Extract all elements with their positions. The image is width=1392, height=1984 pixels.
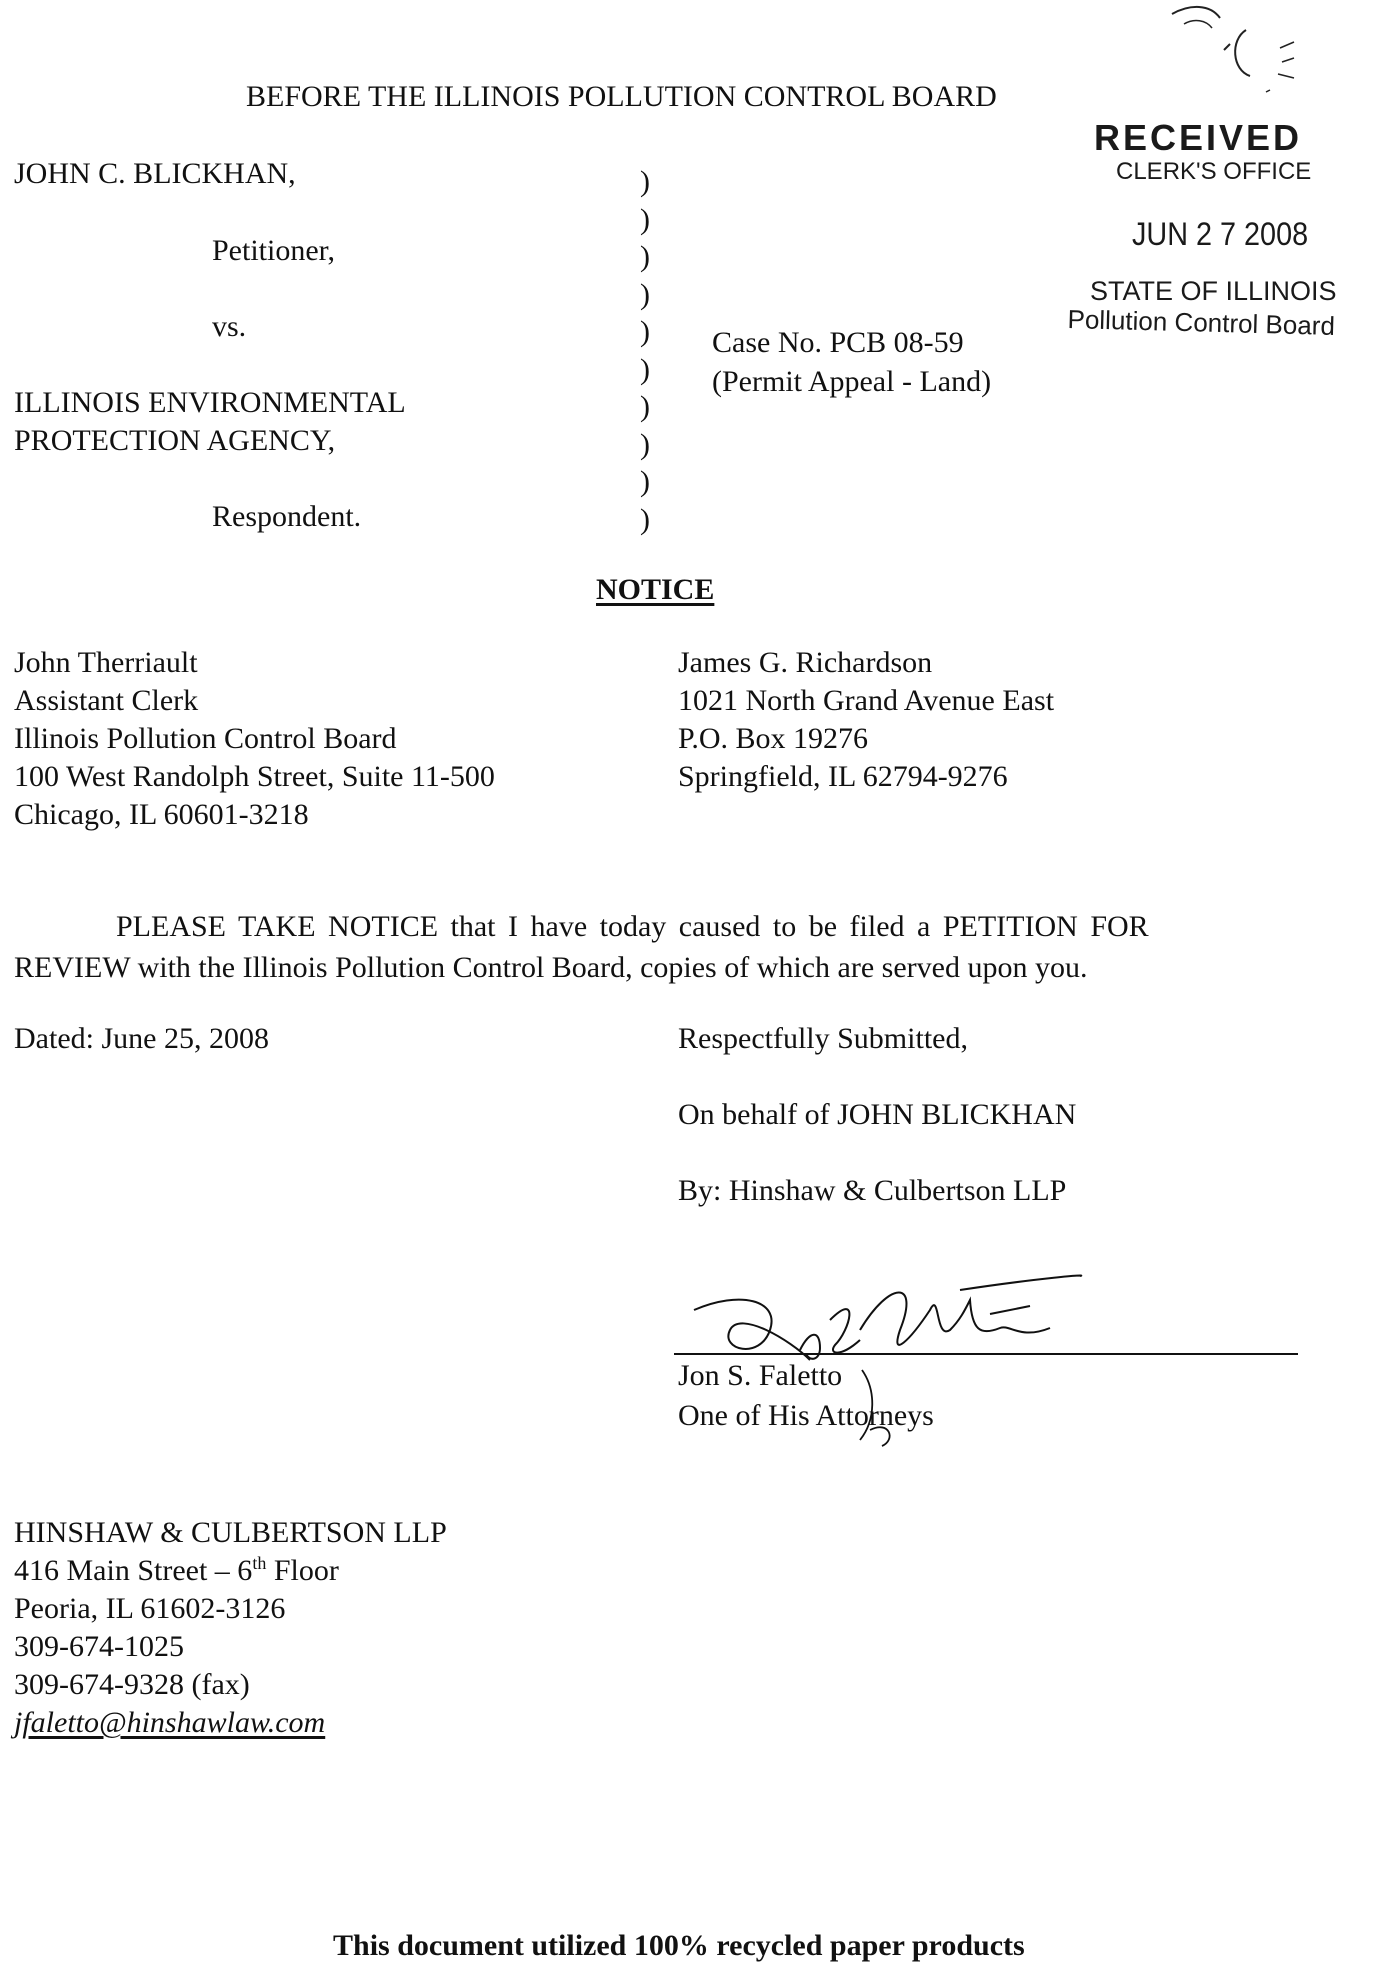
paren: ) xyxy=(640,240,650,273)
addressee-line: John Therriault xyxy=(14,646,198,679)
paren: ) xyxy=(640,315,650,348)
respondent-role: Respondent. xyxy=(212,500,362,533)
addressee-right xyxy=(678,644,1054,796)
firm-email-link[interactable]: jfaletto@hinshawlaw.com xyxy=(14,1706,326,1739)
petitioner-name: JOHN C. BLICKHAN, xyxy=(14,157,296,190)
firm-city: Peoria, IL 61602-3126 xyxy=(14,1592,286,1625)
paren: ) xyxy=(640,277,650,311)
firm-address-floor: Floor xyxy=(266,1554,339,1587)
addressee-line: Chicago, IL 60601-3218 xyxy=(14,798,309,831)
versus: vs. xyxy=(212,310,247,343)
firm-phone: 309-674-1025 xyxy=(14,1630,184,1663)
firm-address xyxy=(14,1552,447,1590)
addressee-line: 100 West Randolph Street, Suite 11-500 xyxy=(14,760,495,793)
recycled-paper-footer: This document utilized 100% recycled paper products xyxy=(333,1929,1025,1962)
case-number: Case No. PCB 08-59 xyxy=(712,326,964,359)
stamp-date: JUN 2 7 2008 xyxy=(1132,216,1309,252)
addressee-line: P.O. Box 19276 xyxy=(678,722,869,755)
petitioner-role: Petitioner, xyxy=(212,234,335,267)
addressee-left xyxy=(14,644,495,834)
paren: ) xyxy=(640,352,650,386)
notice-heading: NOTICE xyxy=(596,573,715,606)
on-behalf-of: On behalf of JOHN BLICKHAN xyxy=(678,1098,1077,1131)
signer-title: One of His Attorneys xyxy=(678,1399,934,1432)
addressee-line: Assistant Clerk xyxy=(14,684,199,717)
by-firm: By: Hinshaw & Culbertson LLP xyxy=(678,1174,1067,1207)
stamp-received: RECEIVED xyxy=(1094,117,1303,158)
dated: Dated: June 25, 2008 xyxy=(14,1022,269,1055)
respondent-name-1: ILLINOIS ENVIRONMENTAL xyxy=(14,386,406,419)
court-heading: BEFORE THE ILLINOIS POLLUTION CONTROL BOARD xyxy=(246,80,997,113)
addressee-line: Springfield, IL 62794-9276 xyxy=(678,760,1008,793)
paren: ) xyxy=(640,465,650,498)
stamp-board: Pollution Control Board xyxy=(1067,304,1336,341)
case-type: (Permit Appeal - Land) xyxy=(712,365,992,398)
respondent-name-2: PROTECTION AGENCY, xyxy=(14,424,336,457)
stamp-state: STATE OF ILLINOIS xyxy=(1090,276,1337,306)
paren: ) xyxy=(640,427,650,461)
paren: ) xyxy=(640,502,650,536)
stamp-scribble xyxy=(1160,0,1310,100)
respectfully-submitted: Respectfully Submitted, xyxy=(678,1022,968,1055)
addressee-line: James G. Richardson xyxy=(678,646,933,679)
paren: ) xyxy=(640,165,650,198)
body-line-2: REVIEW with the Illinois Pollution Control Board, copies of which are served upon you. xyxy=(14,951,1088,984)
addressee-line: 1021 North Grand Avenue East xyxy=(678,684,1055,717)
firm-address-street: 416 Main Street – 6 xyxy=(14,1554,253,1587)
firm-fax: 309-674-9328 (fax) xyxy=(14,1668,250,1701)
paren: ) xyxy=(640,390,650,423)
addressee-line: Illinois Pollution Control Board xyxy=(14,722,397,755)
body-line-1: PLEASE TAKE NOTICE that I have today caused to be filed a PETITION FOR xyxy=(116,910,1149,943)
caption-parentheses xyxy=(640,163,650,538)
paren: ) xyxy=(640,202,650,236)
signer-name: Jon S. Faletto xyxy=(678,1359,843,1392)
firm-block xyxy=(14,1514,447,1742)
firm-address-suffix: th xyxy=(252,1553,267,1573)
firm-name: HINSHAW & CULBERTSON LLP xyxy=(14,1516,447,1549)
stamp-clerks-office: CLERK'S OFFICE xyxy=(1116,158,1312,185)
